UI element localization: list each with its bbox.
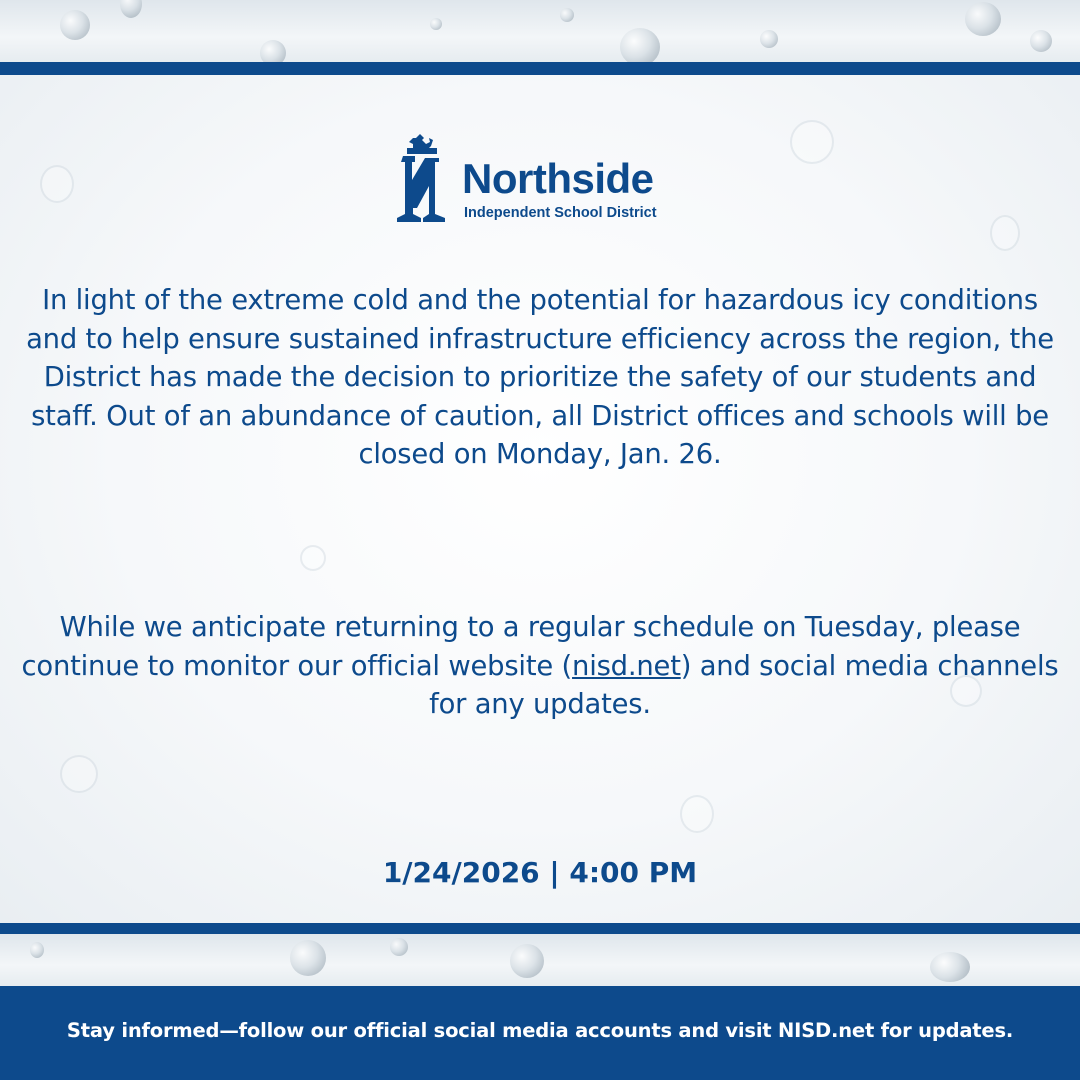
nisd-link[interactable]: nisd.net [572, 650, 681, 682]
droplet [560, 8, 574, 22]
droplet [990, 215, 1020, 251]
announcement-paragraph-2 [20, 609, 1060, 725]
timestamp: 1/24/2026 | 4:00 PM [382, 856, 698, 889]
announcement-paragraph-1: In light of the extreme cold and the potential for hazardous icy conditions and to help ensure sustained infrastructure efficiency across the region, the District has made the decision to prioritize the safety of our students and staff. Out of an abundance of caution, all District offices and schools will be closed on Monday, Jan. 26. [26, 285, 1054, 470]
paragraph-2-text-after: ) and social media channels for any updates. [429, 650, 1059, 720]
droplet [930, 952, 970, 982]
top-stripe [0, 62, 1080, 75]
droplet [790, 120, 834, 164]
droplet-band-bottom [0, 934, 1080, 986]
bottom-stripe [0, 923, 1080, 934]
droplet [965, 2, 1001, 36]
droplet-band-top [0, 0, 1080, 62]
droplet [510, 944, 544, 978]
droplet [760, 30, 778, 48]
droplet [680, 795, 714, 833]
footer-text: Stay informed—follow our official social media accounts and visit NISD.net for updates. [66, 1019, 1014, 1042]
droplet [430, 18, 442, 30]
droplet [290, 940, 326, 976]
droplet [1030, 30, 1052, 52]
droplet [30, 942, 44, 958]
brand-name: Northside [462, 155, 654, 202]
brand-subtitle: Independent School District [464, 205, 657, 221]
droplet [300, 545, 326, 571]
droplet [40, 165, 74, 203]
droplet [260, 40, 286, 62]
droplet [390, 938, 408, 956]
droplet [60, 10, 90, 40]
droplet [120, 0, 142, 18]
droplet [620, 28, 660, 62]
droplet [60, 755, 98, 793]
paragraph-2-text-before: While we anticipate returning to a regular schedule on Tuesday, please continue to monitor our official website ( [21, 612, 1021, 682]
